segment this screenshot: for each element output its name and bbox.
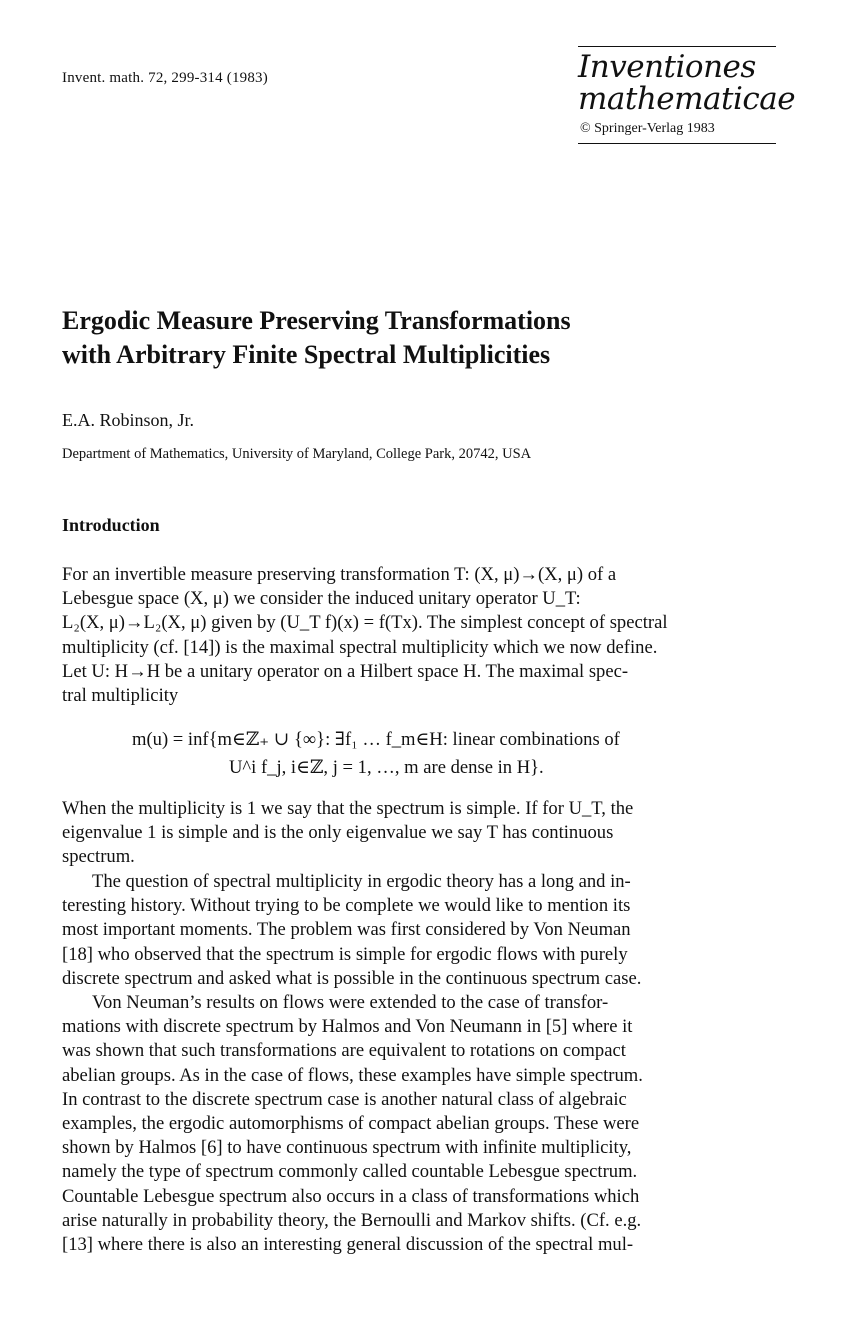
paragraph-4 bbox=[62, 991, 776, 1257]
masthead-bottom-rule bbox=[578, 143, 776, 144]
text-line: Let U: H→H be a unitary operator on a Hilbert space H. The maximal spec- bbox=[62, 660, 629, 682]
text-line: examples, the ergodic automorphisms of compact abelian groups. These were bbox=[62, 1113, 640, 1135]
equation-line1: m(u) = inf{m∈ℤ₊ ∪ {∞}: ∃f₁ … f_m∈H: linear combinations of bbox=[132, 729, 620, 750]
paragraph-2 bbox=[62, 797, 776, 870]
text-line: namely the type of spectrum commonly called countable Lebesgue spectrum. bbox=[62, 1161, 638, 1183]
text-line: For an invertible measure preserving transformation T: (X, μ)→(X, μ) of a bbox=[62, 564, 617, 585]
text-line: mations with discrete spectrum by Halmos and Von Neumann in [5] where it bbox=[62, 1016, 633, 1038]
text-line: Lebesgue space (X, μ) we consider the induced unitary operator U_T: bbox=[62, 588, 581, 610]
text-line: [18] who observed that the spectrum is simple for ergodic flows with purely bbox=[62, 943, 628, 965]
journal-masthead bbox=[578, 46, 796, 144]
paragraph-3 bbox=[62, 870, 776, 991]
text-line: tral multiplicity bbox=[62, 685, 179, 707]
text-line: abelian groups. As in the case of flows, these examples have simple spectrum. bbox=[62, 1064, 643, 1086]
article-title-line1: Ergodic Measure Preserving Transformations bbox=[62, 306, 571, 335]
author-name: E.A. Robinson, Jr. bbox=[62, 410, 195, 430]
text-line: When the multiplicity is 1 we say that the spectrum is simple. If for U_T, the bbox=[62, 798, 634, 819]
journal-title-line1: Inventiones bbox=[578, 49, 756, 85]
text-line: arise naturally in probability theory, the Bernoulli and Markov shifts. (Cf. e.g. bbox=[62, 1209, 642, 1231]
copyright-notice: © Springer-Verlag 1983 bbox=[580, 121, 715, 136]
text-line: [13] where there is also an interesting general discussion of the spectral mul- bbox=[62, 1234, 634, 1256]
text-line: shown by Halmos [6] to have continuous spectrum with infinite multiplicity, bbox=[62, 1137, 632, 1159]
text-line: eigenvalue 1 is simple and is the only eigenvalue we say T has continuous bbox=[62, 822, 614, 844]
text-line: Countable Lebesgue spectrum also occurs in a class of transformations which bbox=[62, 1185, 640, 1207]
article-title-line2: with Arbitrary Finite Spectral Multiplicities bbox=[62, 340, 551, 369]
section-heading: Introduction bbox=[62, 515, 160, 535]
text-line: multiplicity (cf. [14]) is the maximal spectral multiplicity which we now define. bbox=[62, 636, 658, 658]
author-affiliation: Department of Mathematics, University of Maryland, College Park, 20742, USA bbox=[62, 446, 532, 462]
journal-citation: Invent. math. 72, 299-314 (1983) bbox=[62, 70, 268, 86]
text-line: discrete spectrum and asked what is possible in the continuous spectrum case. bbox=[62, 967, 642, 989]
journal-title-line2: mathematicae bbox=[578, 81, 796, 117]
masthead-top-rule bbox=[578, 46, 776, 47]
text-line: was shown that such transformations are equivalent to rotations on compact bbox=[62, 1040, 626, 1062]
text-line: spectrum. bbox=[62, 846, 135, 868]
equation-line2: U^i f_j, i∈ℤ, j = 1, …, m are dense in H}. bbox=[229, 757, 544, 778]
text-line: L₂(X, μ)→L₂(X, μ) given by (U_T f)(x) = f(Tx). The simplest concept of spectral bbox=[62, 612, 668, 634]
article-title bbox=[62, 304, 762, 372]
text-line: In contrast to the discrete spectrum case is another natural class of algebraic bbox=[62, 1088, 627, 1110]
text-line: most important moments. The problem was first considered by Von Neuman bbox=[62, 919, 631, 941]
text-line: teresting history. Without trying to be complete we would like to mention its bbox=[62, 895, 631, 917]
text-line: The question of spectral multiplicity in ergodic theory has a long and in- bbox=[92, 871, 631, 892]
text-line: Von Neuman’s results on flows were extended to the case of transfor- bbox=[92, 992, 609, 1013]
paragraph-1 bbox=[62, 563, 776, 708]
